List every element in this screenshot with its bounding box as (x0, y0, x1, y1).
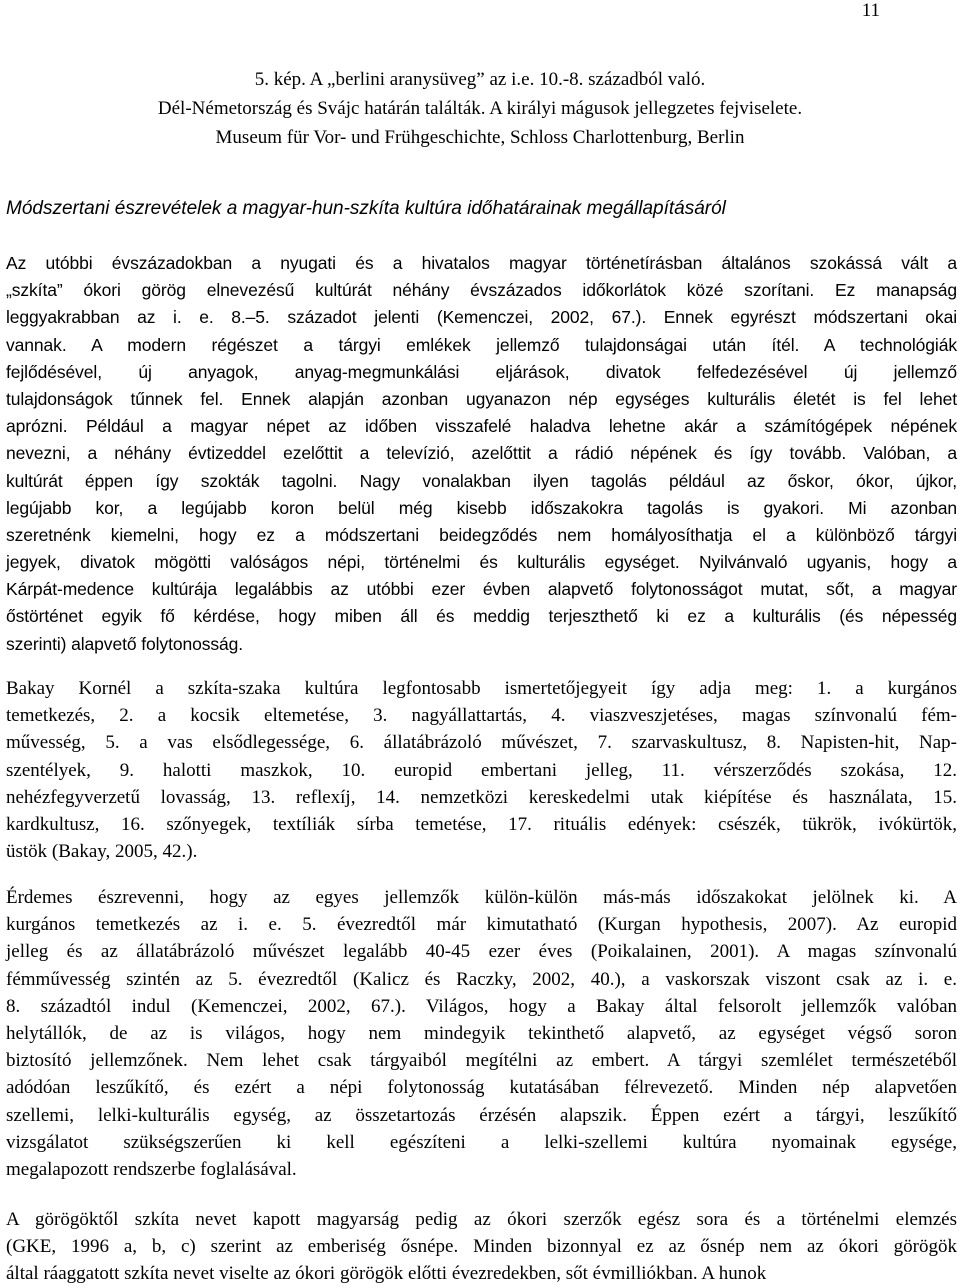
text-line: szeretnénk kiemelni, hogy ez a módszertani beidegződés nem homályosíthatja el a különböző tárgyi (6, 524, 957, 545)
page-number: 11 (861, 0, 880, 21)
text-line: nevezni, a néhány évtizeddel ezelőttit a televízió, azelőttit a rádió népének és így tovább. Valóban, a (6, 443, 957, 464)
text-line: tulajdonságok tűnnek fel. Ennek alapján azonban ugyanazon nép egységes kulturális életét is fel lehet (6, 388, 957, 409)
text-line: üstök (Bakay, 2005, 42.). (6, 841, 198, 863)
text-line: vannak. A modern régészet a tárgyi emlékek jellemző tulajdonságai után ítél. A technológiák (6, 334, 957, 355)
text-line: aprózni. Például a magyar népet az időben visszafelé haladva lehetne akár a számítógépek népének (6, 416, 957, 437)
text-line: művesség, 5. a vas elsődlegessége, 6. állatábrázoló művészet, 7. szarvaskultusz, 8. Napisten-hit, Nap- (6, 732, 957, 754)
text-line: legújabb kor, a legújabb koron belül még kisebb időszakokra tagolás is gyakori. Mi azonban (6, 497, 957, 518)
text-line: helytállók, de az is világos, hogy nem mindegyik tekinthető alapvető, az egységet végső soron (6, 1022, 957, 1044)
text-line: Kárpát-medence kultúrája legalábbis az utóbbi ezer évben alapvető folytonosságot mutat, sőt, a magyar (6, 579, 957, 600)
text-line: „szkíta” ókori görög elnevezésű kultúrát néhány évszázados időkorlátok közé szorítani. Ez manapság (6, 280, 957, 301)
section-heading: Módszertani észrevételek a magyar-hun-szkíta kultúra időhatárainak megállapításáról (6, 198, 726, 219)
text-line: Érdemes észrevenni, hogy az egyes jellemzők külön-külön más-más időszakokat jelölnek ki. A (6, 887, 957, 908)
caption-line: Museum für Vor- und Frühgeschichte, Schloss Charlottenburg, Berlin (215, 127, 745, 148)
text-line: kultúrát éppen így szokták tagolni. Nagy vonalakban ilyen tagolás például az őskor, ókor, újkor, (6, 470, 957, 491)
paragraph-4 (6, 1206, 957, 1288)
text-line: Az utóbbi évszázadokban a nyugati és a hivatalos magyar történetírásban általános szokássá vált a (6, 253, 957, 273)
text-line: fémművesség szintén az 5. évezredtől (Kalicz és Raczky, 2002, 40.), a vaskorszak viszont csak az i. e. (6, 968, 957, 990)
text-line: megalapozott rendszerbe foglalásával. (6, 1158, 297, 1180)
figure-caption (0, 65, 960, 152)
paragraph-2 (6, 675, 957, 865)
text-line: vizsgálatot szükségszerűen ki kell egészíteni a lelki-szellemi kultúra nyomainak egysége, (6, 1131, 957, 1153)
text-line: kurgános temetkezés az i. e. 5. évezredtől már kimutatható (Kurgan hypothesis, 2007). Az europid (6, 914, 957, 936)
text-line: őstörténet egyik fő kérdése, hogy miben áll és meddig terjeszthető ki ez a kulturális (és népesség (6, 606, 957, 627)
text-line: szentélyek, 9. halotti maszkok, 10. europid embertani jelleg, 11. vérszerződés szokása, 12. (6, 759, 957, 781)
text-line: biztosító jellemzőnek. Nem lehet csak tárgyaiból megítélni az embert. A tárgyi szemlélet természetéből (6, 1050, 957, 1072)
text-line: nehézfegyverzetű lovasság, 13. reflexíj, 14. nemzetközi kereskedelmi utak kiépítése és használata, 15. (6, 786, 957, 808)
text-line: kardkultusz, 16. szőnyegek, textíliák sírba temetése, 17. rituális edények: csészék, tükrök, ivókürtök, (6, 813, 957, 835)
text-line: jegyek, divatok mögötti valóságos népi, történelmi és kulturális egységet. Nyilvánvaló ugyanis, hogy a (6, 552, 957, 573)
paragraph-3 (6, 884, 957, 1183)
text-line: adódóan leszűkítő, és ezért a népi folytonosság kutatásában félrevezető. Minden nép alapvetően (6, 1077, 957, 1099)
text-line: A görögöktől szkíta nevet kapott magyarság pedig az ókori szerzők egész sora és a történelmi elemzés (6, 1209, 957, 1230)
caption-line: Dél-Németország és Svájc határán találták. A királyi mágusok jellegzetes fejviselete. (157, 98, 803, 119)
text-line: 8. századtól indul (Kemenczei, 2002, 67.). Világos, hogy a Bakay által felsorolt jellemzők valóban (6, 995, 957, 1017)
caption-line: 5. kép. A „berlini aranysüveg” az i.e. 10.-8. századból való. (254, 69, 706, 90)
text-line: által ráaggatott szkíta nevet viselte az ókori görögök előtti évezredekben, sőt évmilliókban. A hunok (6, 1263, 767, 1285)
paragraph-1 (6, 250, 957, 658)
text-line: fejlődésével, új anyagok, anyag-megmunkálási eljárások, divatok felfedezésével új jellemző (6, 361, 957, 382)
text-line: jelleg és az állatábrázoló művészet legalább 40-45 ezer éves (Poikalainen, 2001). A magas színvonalú (6, 941, 957, 963)
text-line: Bakay Kornél a szkíta-szaka kultúra legfontosabb ismertetőjegyeit így adja meg: 1. a kurgános (6, 678, 957, 699)
text-line: leggyakrabban az i. e. 8.–5. századot jelenti (Kemenczei, 2002, 67.). Ennek egyrészt módszertani okai (6, 307, 957, 328)
text-line: temetkezés, 2. a kocsik eltemetése, 3. nagyállattartás, 4. viaszveszjetéses, magas színvonalú fém- (6, 705, 957, 727)
text-line: (GKE, 1996 a, b, c) szerint az emberiség ősnépe. Minden bizonnyal ez az ősnép nem az ókori görögök (6, 1236, 957, 1258)
text-line: szerinti) alapvető folytonosság. (6, 633, 244, 654)
text-line: szellemi, lelki-kulturális egység, az összetartozás érzésén alapszik. Éppen ezért a tárgyi, leszűkítő (6, 1104, 957, 1126)
